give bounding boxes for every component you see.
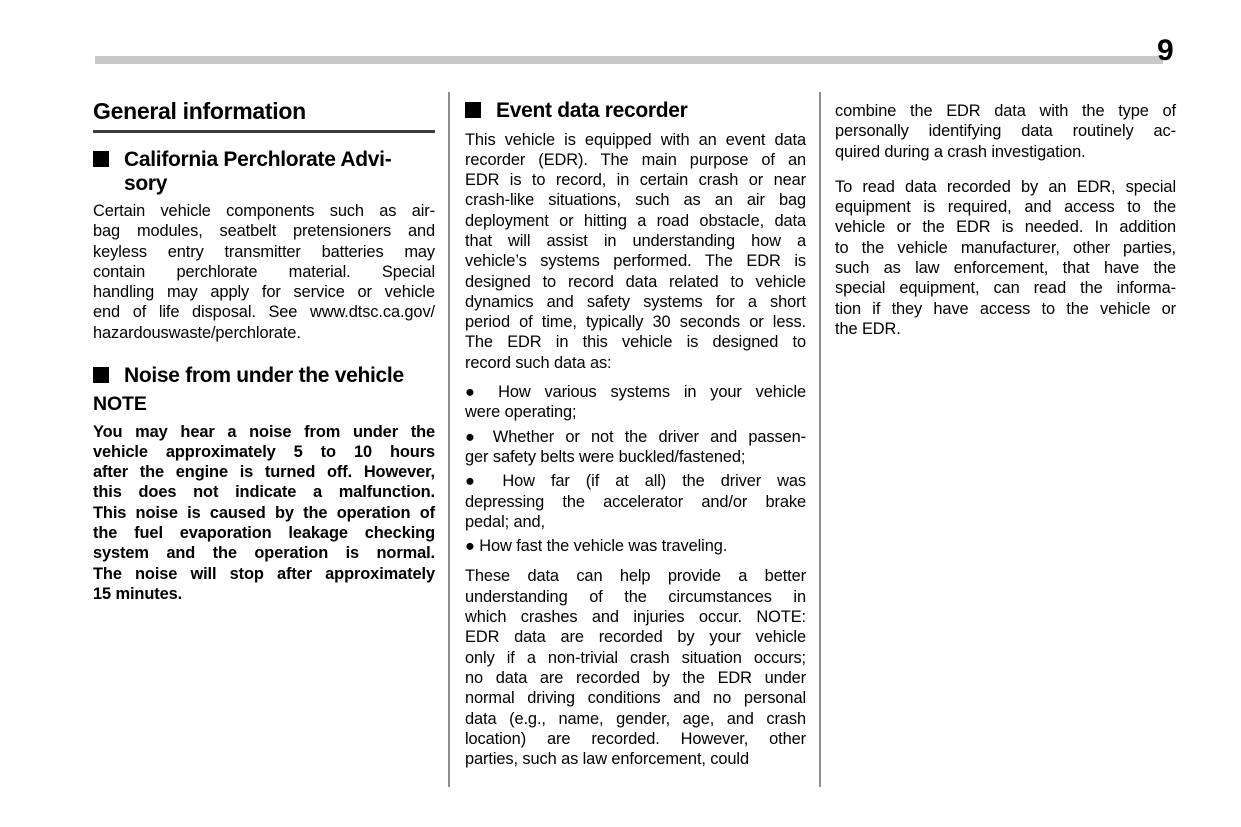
column-divider-left — [448, 92, 450, 787]
page-number: 9 — [1157, 34, 1174, 67]
edr-bullet-list — [465, 382, 806, 556]
heading-california-perchlorate-advisory — [93, 148, 435, 195]
edr-read-data-paragraph: To read data recorded by an EDR, special equipment is required, and access to the vehicle or the EDR is needed. In addition to the vehicle manufacturer, other parties, such as law enforcement, that have the special equipment, can read the informa- tion if they have access to the vehicle or the EDR. — [835, 177, 1176, 338]
list-item: ● How fast the vehicle was traveling. — [465, 537, 728, 556]
middle-column — [465, 99, 806, 769]
header-rule — [95, 56, 1163, 64]
heading-event-data-recorder — [465, 99, 806, 123]
heading-text: California Perchlorate Advi- sory — [124, 148, 392, 195]
note-paragraph: You may hear a noise from under the vehicle approximately 5 to 10 hours after the engine is turned off. However, this does not indicate a malfunction. This noise is caused by the operation of the fuel evaporation leakage checking system and the operation is normal. The noise will stop after approximately 15 minutes. — [93, 422, 435, 603]
edr-outro-paragraph: These data can help provide a better understanding of the circumstances in which crashes and injuries occur. NOTE: EDR data are recorded by your vehicle only if a non-trivial crash situation occurs; no data are recorded by the EDR under normal driving conditions and no personal data (e.g., name, gender, age, and crash location) are recorded. However, other parties, such as law enforcement, could — [465, 567, 806, 769]
right-column — [835, 101, 1176, 339]
square-bullet-icon — [465, 102, 481, 118]
list-item: ● How far (if at all) the driver was depressing the accelerator and/or brake pedal; and, — [465, 472, 806, 531]
square-bullet-icon — [93, 151, 109, 167]
left-column — [93, 99, 435, 604]
list-item: ● How various systems in your vehicle were operating; — [465, 383, 806, 422]
heading-text: Event data recorder — [496, 99, 688, 122]
edr-intro-paragraph: This vehicle is equipped with an event data recorder (EDR). The main purpose of an EDR is to record, in certain crash or near crash-like situations, such as an air bag deployment or hitting a road obstacle, data that will assist in understanding how a vehicle’s systems performed. The EDR is designed to record data related to vehicle dynamics and safety systems for a short period of time, typically 30 seconds or less. The EDR in this vehicle is designed to record such data as: — [465, 130, 806, 372]
note-label: NOTE — [93, 392, 147, 415]
list-item: ● Whether or not the driver and passen- ger safety belts were buckled/fastened; — [465, 427, 806, 466]
column-divider-right — [819, 92, 821, 787]
square-bullet-icon — [93, 367, 109, 383]
heading-text: Noise from under the vehicle — [124, 364, 404, 388]
page-title: General information — [93, 99, 435, 133]
edr-continued-paragraph: combine the EDR data with the type of personally identifying data routinely ac- quired during a crash investigation. — [835, 102, 1176, 161]
heading-noise-from-under-the-vehicle — [93, 364, 435, 388]
perchlorate-paragraph: Certain vehicle components such as air- bag modules, seatbelt pretensioners and keyless entry transmitter batteries may contain perchlorate material. Special handling may apply for service or vehicle end of life disposal. See www.dtsc.ca.gov/ hazardouswaste/perchlorate. — [93, 202, 435, 342]
